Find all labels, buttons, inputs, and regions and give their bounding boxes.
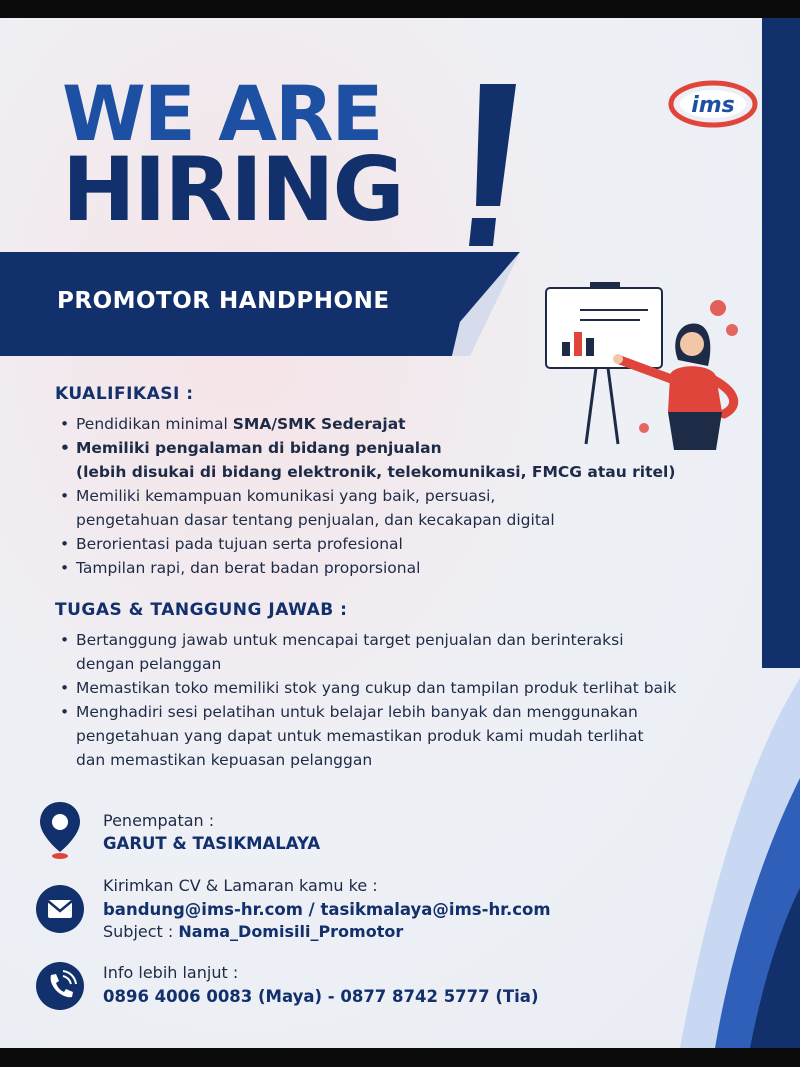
qualifications-list xyxy=(58,412,748,580)
email-value[interactable]: bandung@ims-hr.com / tasikmalaya@ims-hr.com xyxy=(103,900,551,919)
info-label: Info lebih lanjut : xyxy=(103,963,239,982)
job-title: PROMOTOR HANDPHONE xyxy=(57,288,390,314)
list-item: • Memiliki pengalaman di bidang penjualan xyxy=(58,436,748,460)
email-label: Kirimkan CV & Lamaran kamu ke : xyxy=(103,876,378,895)
qualifications-title: KUALIFIKASI : xyxy=(55,384,194,404)
duties-list xyxy=(58,628,748,772)
duties-title: TUGAS & TANGGUNG JAWAB : xyxy=(55,600,348,620)
exclamation-mark xyxy=(466,76,516,251)
list-item-continuation: dan memastikan kepuasan pelanggan xyxy=(76,751,373,769)
list-item: • Tampilan rapi, dan berat badan proporsional xyxy=(58,556,748,580)
list-item-continuation: dengan pelanggan xyxy=(76,655,222,673)
list-item: • Memastikan toko memiliki stok yang cukup dan tampilan produk terlihat baik xyxy=(58,676,748,700)
list-item: • Pendidikan minimal SMA/SMK Sederajat xyxy=(58,412,748,436)
ims-logo xyxy=(668,80,758,128)
placement-label: Penempatan : xyxy=(103,811,215,830)
info-value[interactable]: 0896 4006 0083 (Maya) - 0877 8742 5777 (Tia) xyxy=(103,987,539,1006)
list-item: • Menghadiri sesi pelatihan untuk belajar lebih banyak dan menggunakan xyxy=(58,700,748,724)
list-item: • Berorientasi pada tujuan serta profesional xyxy=(58,532,748,556)
phone-icon xyxy=(36,962,84,1010)
mail-icon xyxy=(36,885,84,933)
list-item-continuation: pengetahuan yang dapat untuk memastikan produk kami mudah terlihat xyxy=(76,727,644,745)
list-item-continuation: pengetahuan dasar tentang penjualan, dan kecakapan digital xyxy=(76,511,555,529)
list-item: • Memiliki kemampuan komunikasi yang baik, persuasi, xyxy=(58,484,748,508)
right-accent-bar xyxy=(762,18,800,668)
list-item: • Bertanggung jawab untuk mencapai target penjualan dan berinteraksi xyxy=(58,628,748,652)
placement-value: GARUT & TASIKMALAYA xyxy=(103,834,321,853)
email-subject: Subject : Nama_Domisili_Promotor xyxy=(103,922,404,941)
headline-line1: WE ARE xyxy=(62,69,382,158)
hiring-poster xyxy=(0,18,800,1048)
svg-text:ims: ims xyxy=(691,93,735,118)
location-pin-icon xyxy=(36,800,84,860)
list-item-continuation: (lebih disukai di bidang elektronik, telekomunikasi, FMCG atau ritel) xyxy=(76,463,676,481)
headline-line2: HIRING xyxy=(62,138,403,241)
